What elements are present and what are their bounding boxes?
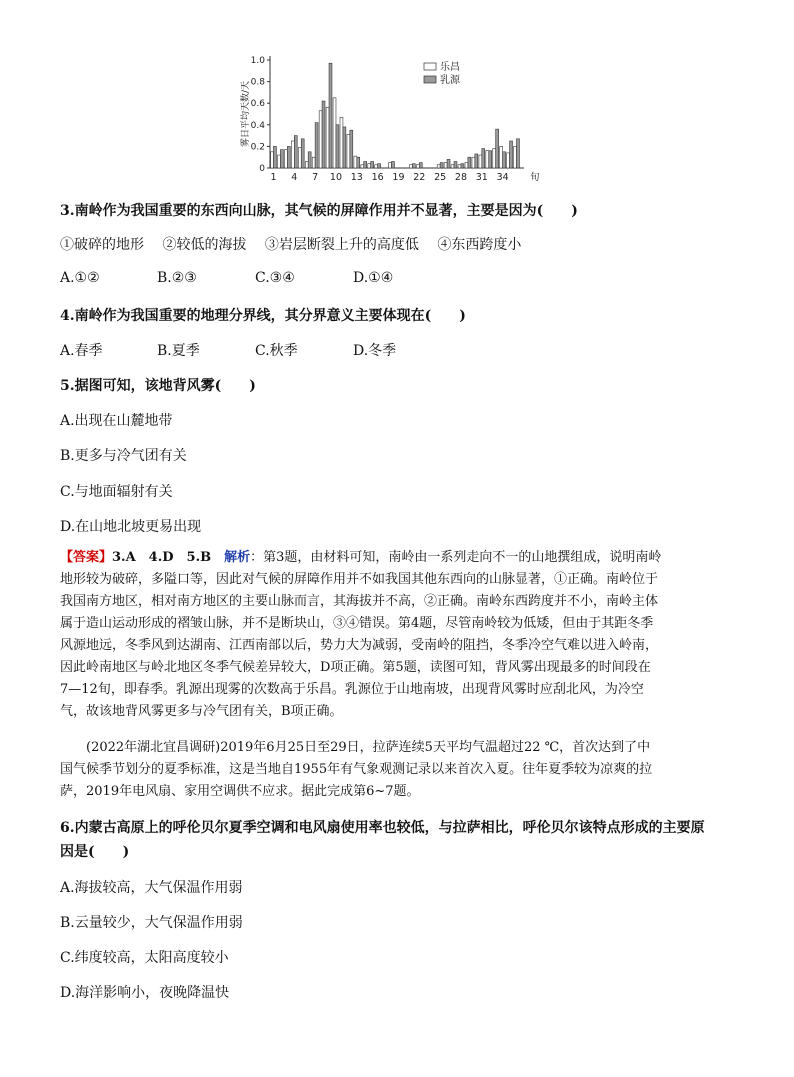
q5-option-b[interactable]: B.更多与冷气团有关 (60, 448, 187, 464)
bar-ruyuan (517, 139, 520, 168)
bar-lechang (437, 165, 440, 168)
bar-ruyuan (447, 159, 450, 168)
q3-option-a[interactable]: A.①② (60, 270, 100, 286)
bar-ruyuan (280, 150, 283, 168)
bar-lechang (368, 164, 371, 168)
q4-options (60, 340, 560, 360)
y-tick-label: 0.4 (250, 120, 265, 131)
bar-ruyuan (301, 139, 304, 168)
bar-ruyuan (287, 146, 290, 168)
bar-lechang (416, 165, 419, 168)
bar-lechang (514, 146, 517, 168)
analysis-line: 属于造山运动形成的褶皱山脉，并不是断块山，③④错误。第4题，尽管南岭较为低矮，但由于其距冬季 (60, 616, 654, 631)
bar-lechang (472, 157, 475, 168)
q3-options (60, 270, 560, 290)
bar-ruyuan (419, 163, 422, 168)
bar-lechang (507, 153, 510, 168)
q3-items (60, 234, 521, 254)
bar-lechang (451, 165, 454, 168)
bar-ruyuan (496, 129, 499, 168)
x-tick-label: 1 (270, 172, 277, 183)
analysis-line: 7—12旬，即春季。乳源出现雾的次数高于乐昌。乳源位于山地南坡，出现背风雾时应刮北风，为冷空 (60, 682, 644, 697)
analysis-line: 因此岭南地区与岭北地区冬季气候差异较大，D项正确。第5题，读图可知，背风雾出现最多的时间段在 (60, 660, 651, 675)
bar-lechang (312, 157, 315, 168)
bar-lechang (361, 165, 364, 168)
y-axis-label: 雾日平均天数/天 (241, 80, 251, 148)
bar-ruyuan (482, 149, 485, 168)
bar-lechang (347, 135, 350, 168)
bar-ruyuan (412, 164, 415, 168)
bar-ruyuan (322, 101, 325, 168)
bar-lechang (458, 165, 461, 168)
bar-lechang (375, 165, 378, 168)
bar-ruyuan (329, 63, 332, 168)
material-line: 萨，2019年电风扇、家用空调供不应求。据此完成第6~7题。 (60, 784, 420, 799)
bar-ruyuan (308, 152, 311, 168)
q5-option-a[interactable]: A.出现在山麓地带 (60, 413, 173, 429)
analysis-line: 我国南方地区，相对南方地区的主要山脉而言，其海拔并不高，②正确。南岭东西跨度并不小，南岭主体 (60, 594, 659, 609)
bar-lechang (465, 163, 468, 168)
y-tick-label: 0.6 (250, 99, 265, 110)
bar-lechang (284, 150, 287, 168)
material-line: (2022年湖北宜昌调研)2019年6月25日至29日，拉萨连续5天平均气温超过22 ℃，首次达到了中 (86, 740, 651, 755)
answer-keys: 3.A 4.D 5.B (112, 550, 225, 565)
q3-item: ④东西跨度小 (437, 237, 522, 253)
q4-option-b[interactable]: B.夏季 (157, 343, 200, 359)
x-tick-label: 34 (496, 172, 509, 183)
answer-tag: 【答案】 (60, 550, 113, 565)
q6-stem (60, 816, 705, 864)
q4-option-c[interactable]: C.秋季 (255, 343, 298, 359)
q5-option-c[interactable]: C.与地面辐射有关 (60, 484, 173, 500)
analysis-line: 风源地远，冬季风到达湖南、江西南部以后，势力大为减弱，受南岭的阻挡，冬季冷空气难以进入岭南， (60, 638, 659, 653)
analysis-line: ：第3题，由材料可知，南岭由一系列走向不一的山地撰组成，说明南岭 (250, 550, 662, 565)
bar-ruyuan (350, 130, 353, 168)
q5-stem: 5.据图可知，该地背风雾( ) (60, 378, 256, 394)
x-tick-label: 22 (413, 172, 426, 183)
x-tick-label: 25 (434, 172, 447, 183)
bar-ruyuan (343, 127, 346, 168)
x-tick-label: 16 (371, 172, 384, 183)
bar-lechang (278, 155, 281, 168)
bar-ruyuan (503, 152, 506, 168)
q3-option-c[interactable]: C.③④ (255, 270, 295, 286)
x-tick-label: 7 (312, 172, 319, 183)
bar-lechang (298, 147, 301, 168)
analysis-tag: 解析 (224, 550, 251, 565)
q4-option-d[interactable]: D.冬季 (353, 343, 397, 359)
bar-lechang (500, 146, 503, 168)
q5-option-d[interactable]: D.在山地北坡更易出现 (60, 519, 202, 535)
x-tick-label: 28 (454, 172, 468, 183)
q3-option-d[interactable]: D.①④ (353, 270, 394, 286)
bar-ruyuan (392, 162, 395, 168)
bar-lechang (326, 108, 329, 168)
bar-lechang (333, 98, 336, 168)
q6-stem-line: 6.内蒙古高原上的呼伦贝尔夏季空调和电风扇使用率也较低，与拉萨相比，呼伦贝尔该特点形成的主要原 (60, 820, 705, 836)
q6-option-d[interactable]: D.海洋影响小，夜晚降温快 (60, 985, 230, 1001)
y-tick-label: 0 (259, 164, 265, 174)
bar-lechang (486, 151, 489, 168)
y-tick-label: 1.0 (250, 56, 265, 66)
bar-lechang (409, 165, 412, 168)
q3-item: ②较低的海拔 (162, 237, 247, 253)
bar-lechang (319, 111, 322, 168)
bar-lechang (389, 163, 392, 168)
legend-label: 乳源 (440, 75, 460, 86)
bar-lechang (305, 162, 308, 168)
q6-option-a[interactable]: A.海拔较高，大气保温作用弱 (60, 880, 243, 896)
q3-item: ①破碎的地形 (60, 237, 144, 253)
x-tick-label: 31 (475, 172, 488, 183)
q4-option-a[interactable]: A.春季 (60, 343, 103, 359)
x-tick-label: 4 (291, 172, 298, 183)
material-block (60, 737, 750, 803)
bar-ruyuan (468, 157, 471, 168)
q6-option-b[interactable]: B.云量较少，大气保温作用弱 (60, 915, 243, 931)
legend-label: 乐昌 (440, 62, 460, 73)
bar-ruyuan (489, 151, 492, 168)
q6-option-c[interactable]: C.纬度较高，太阳高度较小 (60, 950, 229, 966)
bar-ruyuan (357, 157, 360, 168)
x-tick-label: 13 (350, 172, 363, 183)
bar-ruyuan (273, 146, 276, 168)
q4-stem: 4.南岭作为我国重要的地理分界线，其分界意义主要体现在( ) (60, 308, 466, 324)
bar-ruyuan (461, 164, 464, 168)
q3-stem: 3.南岭作为我国重要的东西向山脉，其气候的屏障作用并不显著，主要是因为( ) (60, 203, 578, 219)
bar-ruyuan (475, 154, 478, 168)
analysis-line: 地形较为破碎，多隘口等，因此对气候的屏障作用并不如我国其他东西向的山脉显著，①正确。南岭位于 (60, 572, 659, 587)
y-tick-label: 0.8 (250, 77, 265, 88)
answer-block (60, 547, 750, 723)
bar-ruyuan (315, 123, 318, 168)
legend-swatch (424, 63, 436, 70)
material-line: 国气候季节划分的夏季标准，这是当地自1955年有气象观测记录以来首次入夏。往年夏季较为凉爽的拉 (60, 762, 653, 777)
fog-days-bar-chart (238, 50, 558, 190)
bar-ruyuan (440, 163, 443, 168)
x-tick-label: 19 (392, 172, 405, 183)
bar-lechang (444, 163, 447, 168)
bar-ruyuan (378, 164, 381, 168)
y-tick-label: 0.2 (250, 142, 265, 153)
bar-lechang (271, 152, 274, 168)
x-tick-label: 10 (329, 172, 343, 183)
bar-lechang (354, 156, 357, 168)
q3-option-b[interactable]: B.②③ (157, 270, 197, 286)
bar-ruyuan (371, 162, 374, 168)
bar-ruyuan (454, 162, 457, 168)
bar-lechang (479, 155, 482, 168)
bar-ruyuan (294, 136, 297, 168)
legend-swatch (424, 76, 436, 83)
x-axis-unit: 旬 (530, 172, 540, 183)
bar-ruyuan (364, 162, 367, 168)
bar-ruyuan (510, 141, 513, 168)
analysis-line: 气，故该地背风雾更多与冷气团有关，B项正确。 (60, 704, 343, 719)
bar-lechang (340, 117, 343, 168)
q3-item: ③岩层断裂上升的高度低 (264, 237, 419, 253)
bar-lechang (493, 149, 496, 168)
bar-ruyuan (336, 125, 339, 168)
q6-stem-line: 因是( ) (60, 844, 130, 860)
bar-lechang (291, 141, 294, 168)
